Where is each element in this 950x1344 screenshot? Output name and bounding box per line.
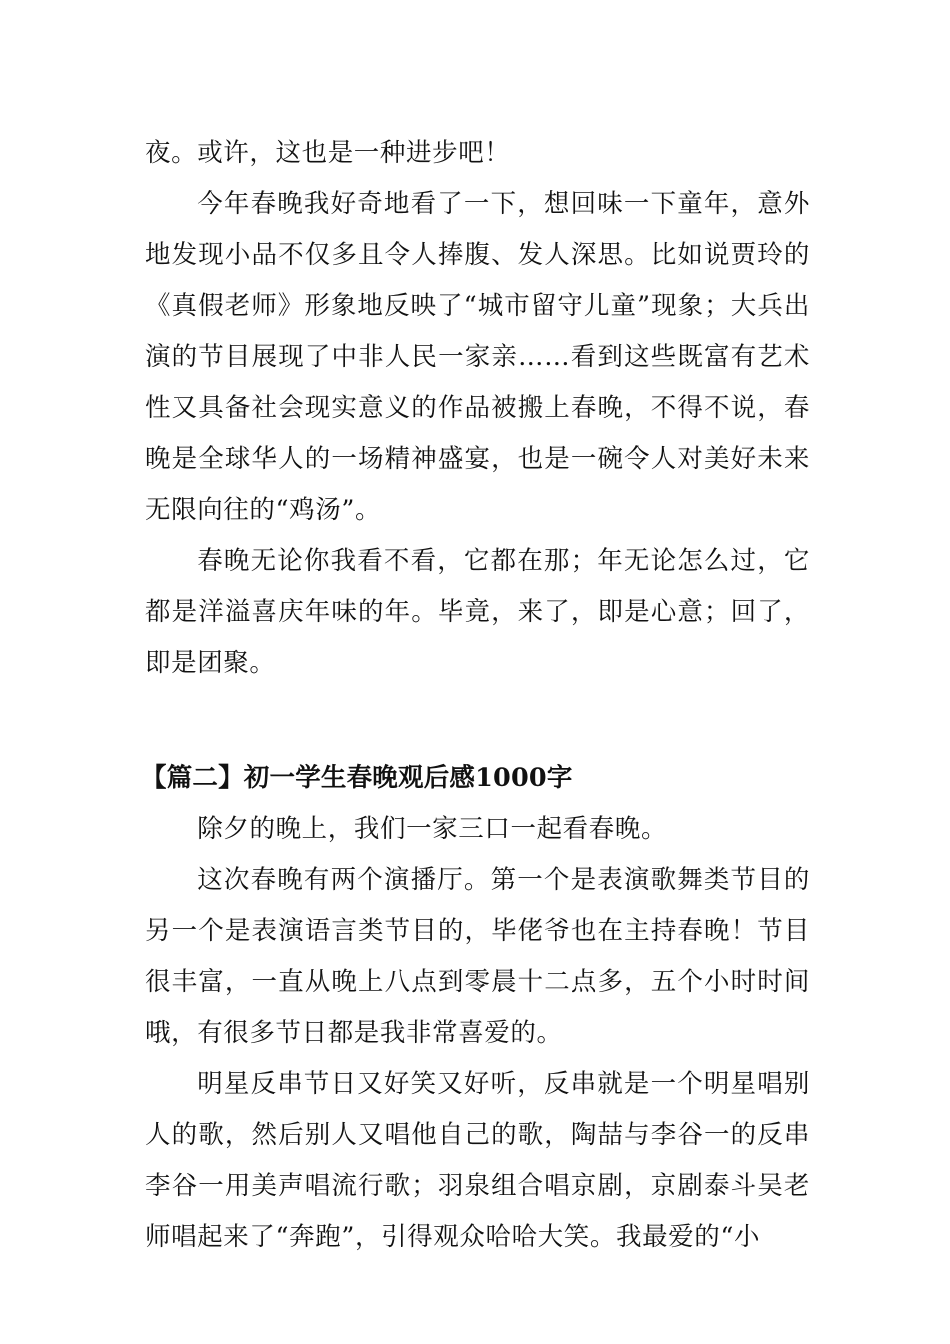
paragraph-two-studios: 这次春晚有两个演播厅。第一个是表演歌舞类节目的另一个是表演语言类节目的，毕佬爷也在主持春晚！节目很丰富，一直从晚上八点到零晨十二点多，五个小时时间哦，有很多节日都是我非常喜爱的。 bbox=[145, 865, 810, 1048]
paragraph-continuation: 夜。或许，这也是一种进步吧！ bbox=[145, 138, 511, 168]
paragraph-new-year-eve: 除夕的晚上，我们一家三口一起看春晚。 bbox=[197, 814, 668, 844]
paragraph-role-swap: 明星反串节日又好笑又好听，反串就是一个明星唱别人的歌，然后别人又唱他自己的歌，陶喆与李谷一的反串李谷一用美声唱流行歌；羽泉组合唱京剧，京剧泰斗吴老师唱起来了“奔跑”，引得观众哈哈大笑。我最爱的“小 bbox=[145, 1069, 810, 1252]
paragraph-spring-gala-sketches: 今年春晚我好奇地看了一下，想回味一下童年，意外地发现小品不仅多且令人捧腹、发人深思。比如说贾玲的《真假老师》形象地反映了“城市留守儿童”现象；大兵出演的节目展现了中非人民一家亲……看到这些既富有艺术性又具备社会现实意义的作品被搬上春晚，不得不说，春晚是全球华人的一场精神盛宴，也是一碗令人对美好未来无限向往的“鸡汤”。 bbox=[145, 189, 810, 525]
section-heading: 【篇二】初一学生春晚观后感1000字 bbox=[141, 763, 573, 793]
paragraph-conclusion: 春晚无论你我看不看，它都在那；年无论怎么过，它都是洋溢喜庆年味的年。毕竟，来了，即是心意；回了，即是团聚。 bbox=[145, 546, 810, 678]
document-page bbox=[141, 128, 810, 1263]
